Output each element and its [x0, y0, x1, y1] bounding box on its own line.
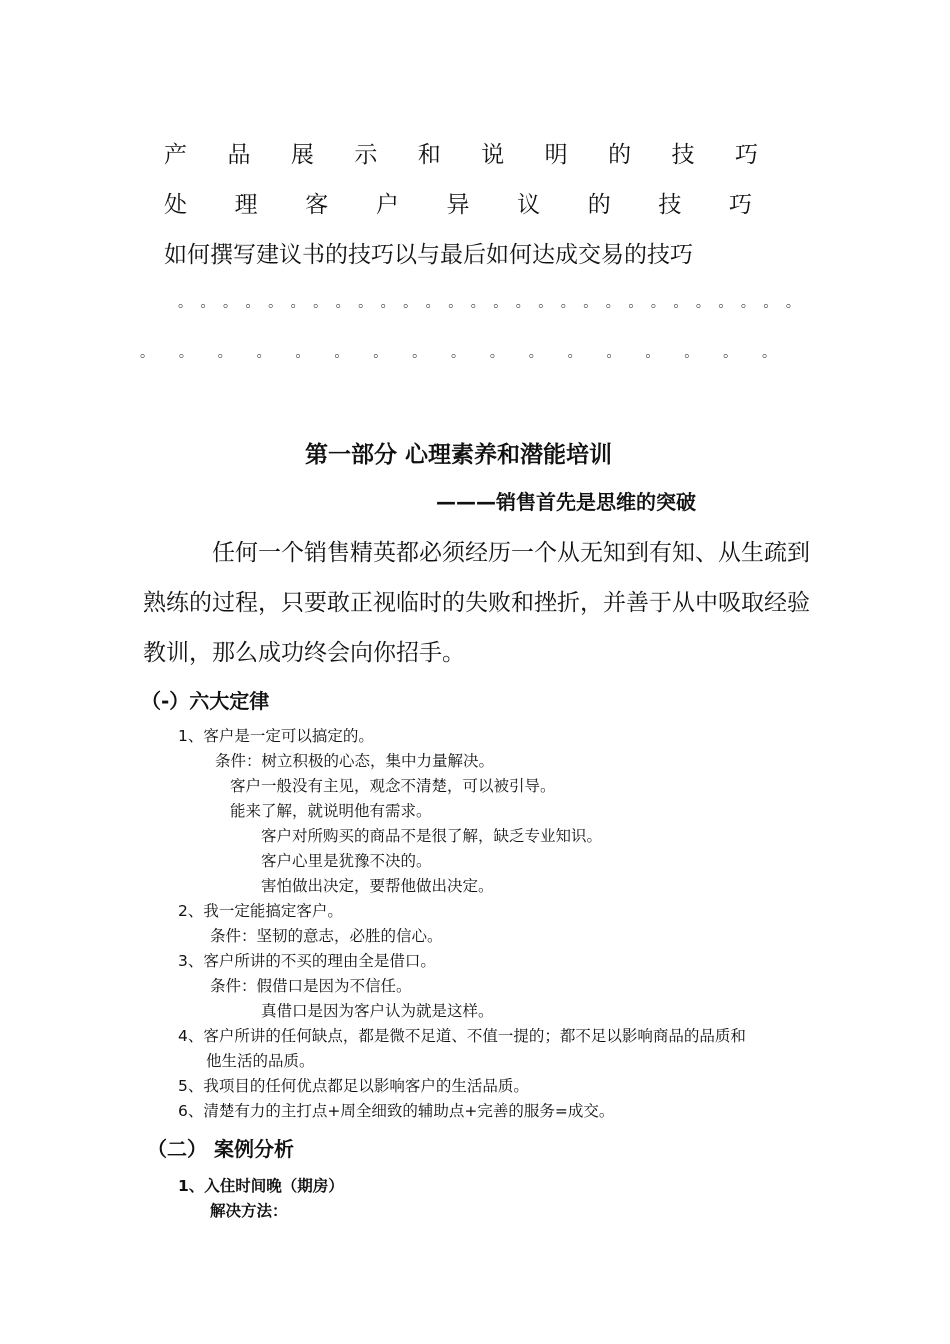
- intro-line-1-char: 和: [417, 142, 441, 168]
- law-line: 2、我一定能搞定客户。: [178, 902, 343, 920]
- dots-row-1-char: 。: [290, 295, 305, 311]
- intro-line-1-char: 展: [290, 142, 314, 168]
- intro-line-1-char: 技: [671, 142, 695, 168]
- law-line: 条件：坚韧的意志，必胜的信心。: [210, 927, 443, 945]
- intro-line-1-char: 巧: [734, 142, 758, 168]
- law-line: 5、我项目的任何优点都足以影响客户的生活品质。: [178, 1077, 529, 1095]
- dots-row-1-char: 。: [763, 295, 778, 311]
- paragraph-line-2: 熟练的过程，只要敢正视临时的失败和挫折，并善于从中吸取经验: [143, 590, 810, 616]
- intro-line-2-char: 巧: [729, 192, 752, 218]
- intro-line-2-char: 户: [375, 192, 399, 218]
- intro-line-1-char: 明: [544, 142, 568, 168]
- dots-row-2-char: 。: [217, 345, 232, 361]
- dots-row-2-char: 。: [528, 345, 543, 361]
- intro-line-2: [164, 186, 752, 219]
- cases-heading: （二） 案例分析: [147, 1137, 294, 1161]
- dots-row-1: [178, 292, 800, 312]
- dots-row-1-char: 。: [605, 295, 620, 311]
- dots-row-1-char: 。: [740, 295, 755, 311]
- dots-row-2: [140, 342, 776, 362]
- dots-row-1-char: 。: [785, 295, 800, 311]
- dots-row-1-char: 。: [673, 295, 688, 311]
- dots-row-1-char: 。: [695, 295, 710, 311]
- dots-row-1-char: 。: [358, 295, 373, 311]
- dots-row-1-char: 。: [425, 295, 440, 311]
- dots-row-1-char: 。: [470, 295, 485, 311]
- law-line: 4、客户所讲的任何缺点，都是微不足道、不值一提的；都不足以影响商品的品质和: [178, 1027, 746, 1045]
- dots-row-2-char: 。: [334, 345, 349, 361]
- dots-row-1-char: 。: [403, 295, 418, 311]
- dots-row-1-char: 。: [718, 295, 733, 311]
- dots-row-1-char: 。: [493, 295, 508, 311]
- dots-row-1-char: 。: [628, 295, 643, 311]
- section-subtitle: ———销售首先是思维的突破: [436, 490, 696, 514]
- intro-line-1-char: 品: [227, 142, 251, 168]
- dots-row-1-char: 。: [335, 295, 350, 311]
- intro-line-2-char: 理: [234, 192, 258, 218]
- dots-row-2-char: 。: [645, 345, 660, 361]
- dots-row-1-char: 。: [223, 295, 238, 311]
- law-line: 6、清楚有力的主打点+周全细致的辅助点+完善的服务=成交。: [178, 1102, 615, 1120]
- laws-heading: （-）六大定律: [141, 689, 270, 713]
- dots-row-2-char: 。: [373, 345, 388, 361]
- dots-row-1-char: 。: [448, 295, 463, 311]
- dots-row-2-char: 。: [606, 345, 621, 361]
- dots-row-1-char: 。: [560, 295, 575, 311]
- paragraph-line-3: 教训，那么成功终会向你招手。: [143, 640, 465, 666]
- law-line: 客户一般没有主见，观念不清楚，可以被引导。: [230, 777, 556, 795]
- intro-line-1-char: 示: [354, 142, 378, 168]
- dots-row-2-char: 。: [723, 345, 738, 361]
- dots-row-2-char: 。: [684, 345, 699, 361]
- dots-row-1-char: 。: [538, 295, 553, 311]
- dots-row-2-char: 。: [567, 345, 582, 361]
- intro-line-1-char: 说: [481, 142, 505, 168]
- dots-row-1-char: 。: [200, 295, 215, 311]
- intro-line-1-char: 产: [164, 142, 187, 168]
- law-line: 3、客户所讲的不买的理由全是借口。: [178, 952, 436, 970]
- dots-row-1-char: 。: [583, 295, 598, 311]
- dots-row-2-char: 。: [412, 345, 427, 361]
- case-method: 解决方法：: [210, 1202, 288, 1220]
- dots-row-1-char: 。: [313, 295, 328, 311]
- intro-line-2-char: 技: [658, 192, 682, 218]
- law-line: 客户心里是犹豫不决的。: [261, 852, 432, 870]
- intro-line-3: 如何撰写建议书的技巧以与最后如何达成交易的技巧: [164, 242, 693, 268]
- law-line: 能来了解，就说明他有需求。: [230, 802, 432, 820]
- dots-row-2-char: 。: [762, 345, 776, 361]
- intro-line-2-char: 异: [446, 192, 470, 218]
- intro-line-2-char: 客: [305, 192, 329, 218]
- paragraph-line-1: 任何一个销售精英都必须经历一个从无知到有知、从生疏到: [212, 540, 810, 566]
- law-line: 害怕做出决定，要帮他做出决定。: [261, 877, 494, 895]
- dots-row-1-char: 。: [380, 295, 395, 311]
- dots-row-2-char: 。: [451, 345, 465, 361]
- dots-row-1-char: 。: [245, 295, 260, 311]
- dots-row-2-char: 。: [256, 345, 271, 361]
- dots-row-1-char: 。: [268, 295, 283, 311]
- law-line: 客户对所购买的商品不是很了解，缺乏专业知识。: [261, 827, 603, 845]
- intro-line-2-char: 处: [164, 192, 187, 218]
- dots-row-1-char: 。: [650, 295, 665, 311]
- dots-row-2-char: 。: [140, 345, 154, 361]
- intro-line-2-char: 的: [587, 192, 611, 218]
- dots-row-2-char: 。: [489, 345, 504, 361]
- dots-row-1-char: 。: [515, 295, 530, 311]
- law-line: 真借口是因为客户认为就是这样。: [261, 1002, 494, 1020]
- intro-line-1-char: 的: [608, 142, 632, 168]
- dots-row-1-char: 。: [178, 295, 192, 311]
- dots-row-2-char: 。: [178, 345, 193, 361]
- case-item-1: 1、入住时间晚（期房）: [178, 1177, 344, 1195]
- law-line: 条件：假借口是因为不信任。: [210, 977, 412, 995]
- dots-row-2-char: 。: [295, 345, 310, 361]
- law-line: 1、客户是一定可以搞定的。: [178, 727, 374, 745]
- intro-line-1: [164, 136, 758, 169]
- law-line: 条件：树立积极的心态，集中力量解决。: [215, 752, 495, 770]
- section-title: 第一部分 心理素养和潜能培训: [305, 442, 613, 468]
- intro-line-2-char: 议: [517, 192, 541, 218]
- law-line: 他生活的品质。: [206, 1052, 315, 1070]
